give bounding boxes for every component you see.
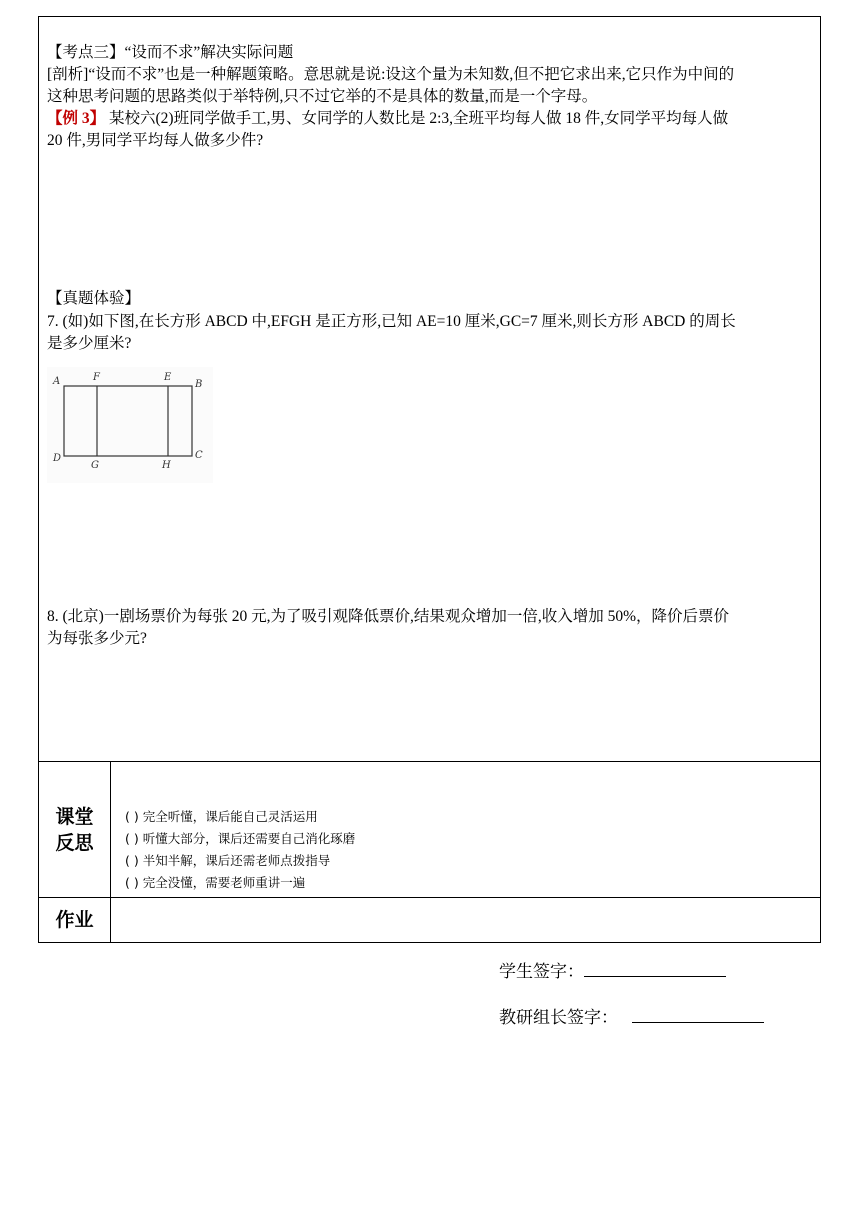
rectangle-diagram	[47, 367, 213, 483]
example-3-line-2: 20 件,男同学平均每人做多少件?	[47, 132, 264, 149]
example-3-tag: 【例 3】	[47, 110, 106, 127]
rectangle-abcd	[64, 386, 192, 456]
label-g: G	[91, 460, 99, 471]
reflection-option[interactable]: ( ) 完全没懂，需要老师重讲一遍	[125, 875, 306, 890]
worksheet-table	[38, 16, 821, 943]
reflection-option[interactable]: ( ) 完全听懂，课后能自己灵活运用	[125, 809, 318, 824]
reflection-label-line-2: 反思	[55, 831, 94, 854]
rectangle-figure	[47, 367, 213, 483]
leader-signature-blank[interactable]	[632, 1006, 764, 1023]
homework-label	[39, 898, 111, 942]
reflection-option[interactable]: ( ) 听懂大部分，课后还需要自己消化琢磨	[125, 831, 356, 846]
question-8-line-2: 为每张多少元?	[47, 630, 147, 647]
label-d: D	[53, 453, 62, 464]
reflection-row	[39, 762, 820, 898]
leader-signature	[499, 1003, 764, 1028]
analysis-line-1: [剖析]“设而不求”也是一种解题策略。意思就是说:设这个量为未知数,但不把它求出来,它只作为中间的	[47, 66, 735, 83]
label-e: E	[164, 372, 172, 383]
student-signature	[499, 957, 726, 982]
question-8-line-1: 8. (北京)一剧场票价为每张 20 元,为了吸引观降低票价,结果观众增加一倍,收入增加 50%，降价后票价	[47, 608, 729, 625]
section-heading: 【考点三】“设而不求”解决实际问题	[47, 44, 294, 61]
leader-signature-label: 教研组长签字：	[499, 1008, 618, 1028]
student-signature-blank[interactable]	[584, 960, 726, 977]
homework-row	[39, 898, 820, 942]
example-3-text: 某校六(2)班同学做手工,男、女同学的人数比是 2:3,全班平均每人做 18 件,女同学平均每人做	[105, 110, 729, 127]
homework-label-text: 作业	[55, 909, 94, 931]
label-b: B	[195, 379, 203, 390]
example-3-line-1	[47, 108, 728, 130]
question-7-line-1: 7. (如)如下图,在长方形 ABCD 中,EFGH 是正方形,已知 AE=10 厘米,GC=7 厘米,则长方形 ABCD 的周长	[47, 313, 736, 330]
label-a: A	[53, 376, 61, 387]
content-cell	[39, 17, 820, 762]
real-questions-heading: 【真题体验】	[47, 290, 141, 307]
label-f: F	[93, 372, 100, 383]
reflection-option[interactable]: ( ) 半知半解，课后还需老师点拨指导	[125, 853, 331, 868]
reflection-label-line-1: 课堂	[55, 805, 94, 828]
student-signature-label: 学生签字：	[499, 962, 584, 982]
reflection-label	[39, 762, 111, 897]
question-7-line-2: 是多少厘米?	[47, 335, 132, 352]
reflection-options	[125, 806, 355, 894]
label-h: H	[162, 460, 171, 471]
label-c: C	[195, 450, 203, 461]
analysis-line-2: 这种思考问题的思路类似于举特例,只不过它举的不是具体的数量,而是一个字母。	[47, 88, 598, 105]
